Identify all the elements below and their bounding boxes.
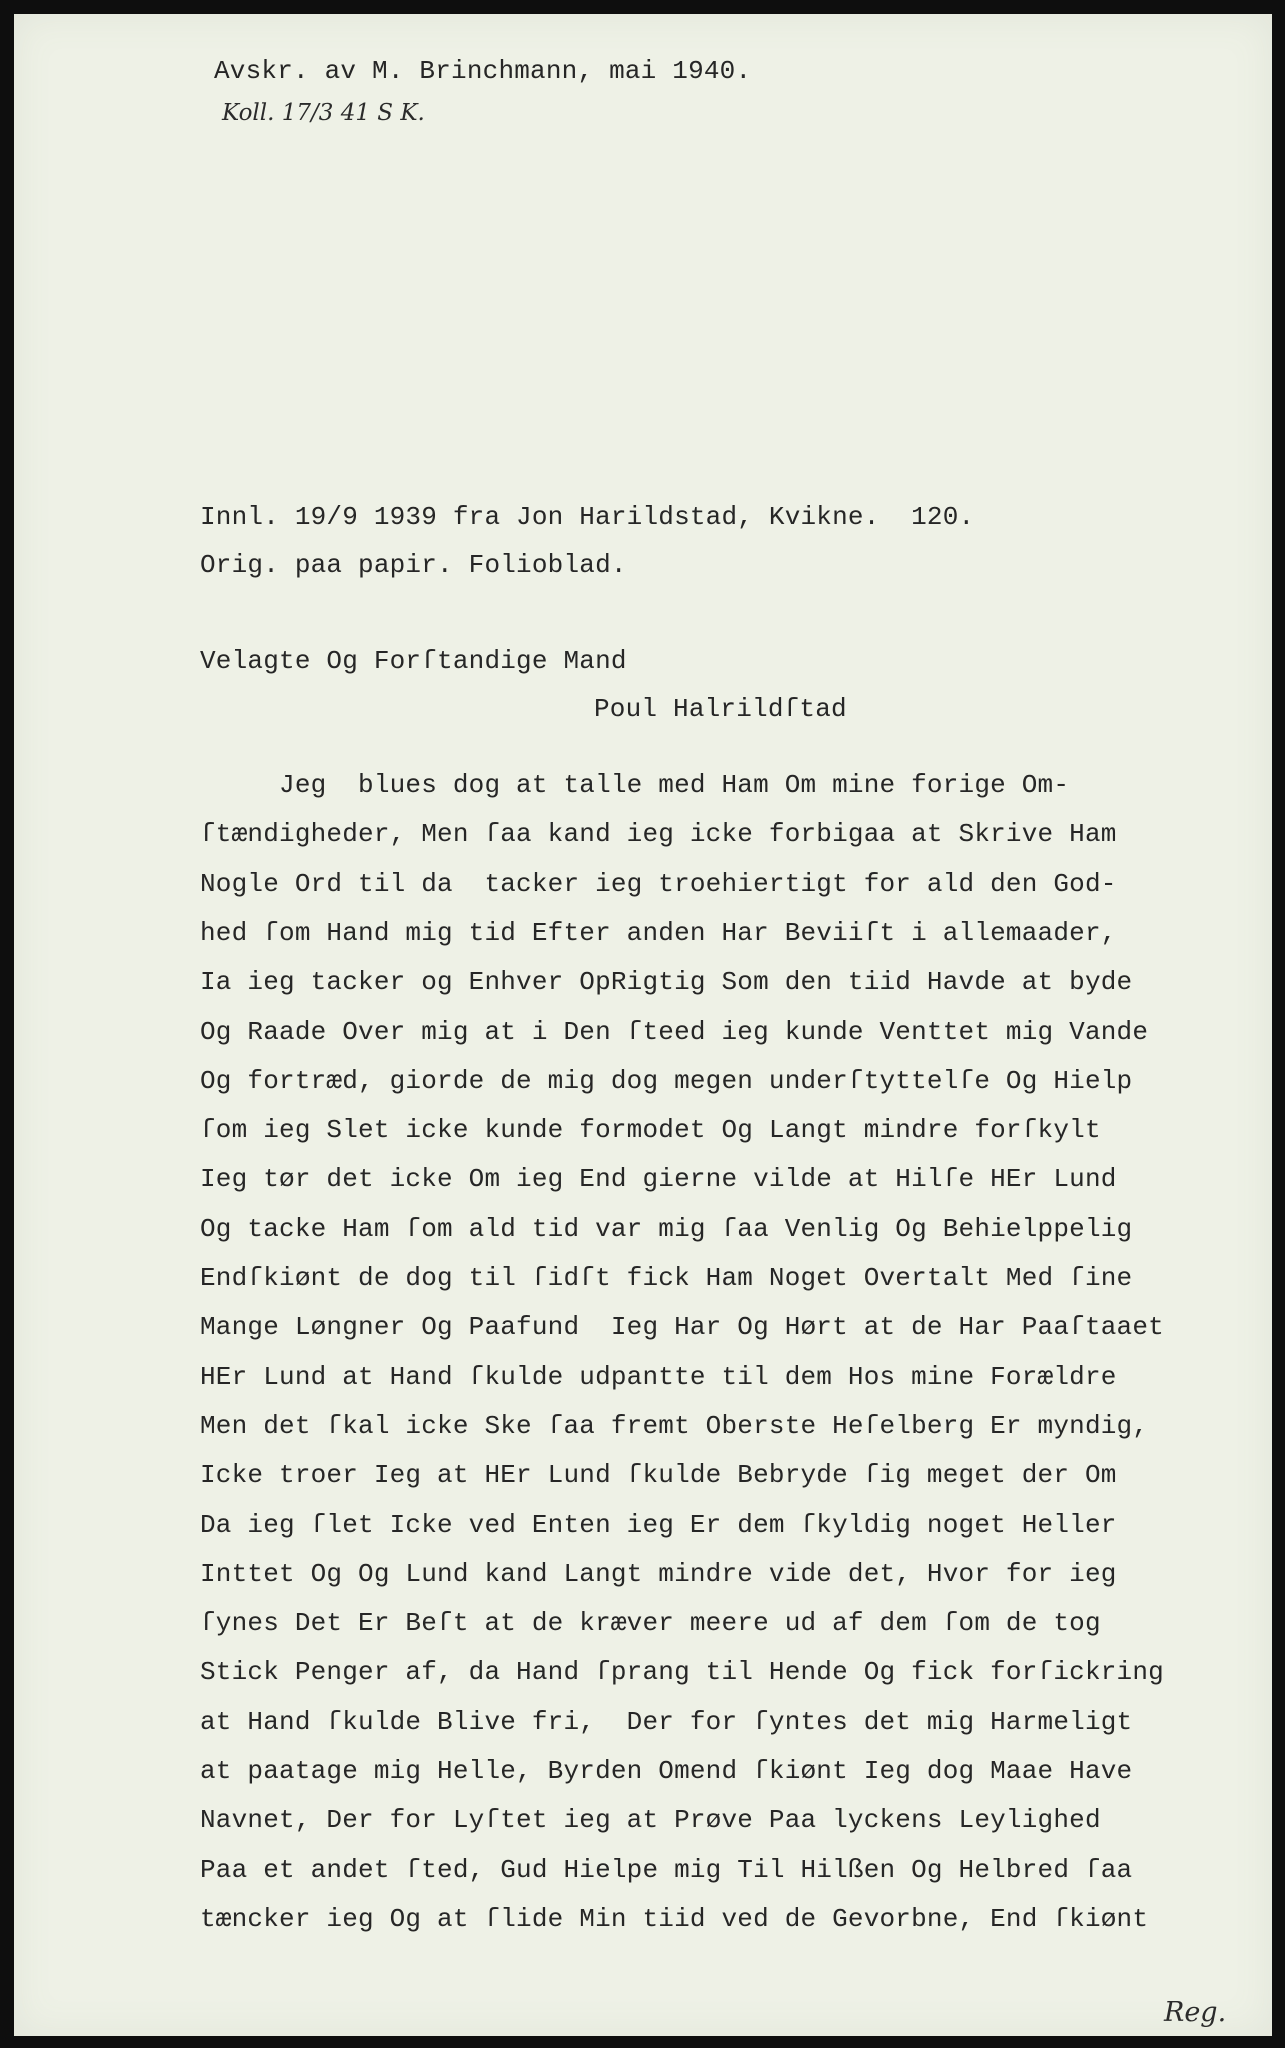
- letter-line: Inttet Og Og Lund kand Langt mindre vide det, Hvor for ieg: [200, 1559, 1117, 1589]
- letter-line: Ieg tør det icke Om ieg End gierne vilde at Hilſe HEr Lund: [200, 1164, 1117, 1194]
- letter-line: Nogle Ord til da tacker ieg troehiertigt for ald den God-: [200, 869, 1117, 899]
- letter-line: ſynes Det Er Beſt at de kræver meere ud af dem ſom de tog: [200, 1608, 1101, 1638]
- margin-registration-note: Reg.: [1164, 1997, 1227, 2028]
- letter-line: HEr Lund at Hand ſkulde udpantte til dem Hos mine Forældre: [200, 1362, 1117, 1392]
- letter-line: ſtændigheder, Men ſaa kand ieg icke forbigaa at Skrive Ham: [200, 819, 1117, 849]
- letter-line: Da ieg ſlet Icke ved Enten ieg Er dem ſkyldig noget Heller: [200, 1510, 1117, 1540]
- record-line-2: Orig. paa papir. Folioblad.: [200, 550, 627, 580]
- transcription-note: Avskr. av M. Brinchmann, mai 1940.: [214, 56, 752, 86]
- handwritten-collation-note: Koll. 17/3 41 S K.: [222, 100, 425, 126]
- letter-line: Paa et andet ſted, Gud Hielpe mig Til Hilßen Og Helbred ſaa: [200, 1855, 1133, 1885]
- letter-line: hed ſom Hand mig tid Efter anden Har Beviiſt i allemaader,: [200, 918, 1117, 948]
- letter-line: Men det ſkal icke Ske ſaa fremt Oberste Heſelberg Er myndig,: [200, 1411, 1149, 1441]
- letter-body: [200, 772, 1260, 1952]
- document-page: [14, 14, 1272, 2036]
- letter-line: Og Raade Over mig at i Den ſteed ieg kunde Venttet mig Vande: [200, 1017, 1149, 1047]
- letter-line: Icke troer Ieg at HEr Lund ſkulde Bebryde ſig meget der Om: [200, 1460, 1117, 1490]
- letter-line: Jeg blues dog at talle med Ham Om mine forige Om-: [200, 770, 1070, 800]
- letter-line: at Hand ſkulde Blive fri, Der for ſyntes det mig Harmeligt: [200, 1707, 1133, 1737]
- letter-line: Stick Penger af, da Hand ſprang til Hende Og fick forſickring: [200, 1657, 1164, 1687]
- letter-line: Og tacke Ham ſom ald tid var mig ſaa Venlig Og Behielppelig: [200, 1214, 1133, 1244]
- letter-line: Mange Løngner Og Paafund Ieg Har Og Hørt at de Har Paaſtaaet: [200, 1312, 1164, 1342]
- letter-line: ſom ieg Slet icke kunde formodet Og Langt mindre forſkylt: [200, 1115, 1101, 1145]
- letter-line: Endſkiønt de dog til ſidſt fick Ham Noget Overtalt Med ſine: [200, 1263, 1133, 1293]
- letter-line: Og fortræd, giorde de mig dog megen underſtyttelſe Og Hielp: [200, 1066, 1133, 1096]
- letter-addressee: Poul Halrildſtad: [594, 694, 847, 724]
- letter-line: at paatage mig Helle, Byrden Omend ſkiønt Ieg dog Maae Have: [200, 1756, 1133, 1786]
- letter-salutation: Velagte Og Forſtandige Mand: [200, 646, 627, 676]
- record-line-1: Innl. 19/9 1939 fra Jon Harildstad, Kvikne. 120.: [200, 502, 975, 532]
- letter-line: Ia ieg tacker og Enhver OpRigtig Som den tiid Havde at byde: [200, 967, 1133, 997]
- letter-line: Navnet, Der for Lyſtet ieg at Prøve Paa lyckens Leylighed: [200, 1805, 1101, 1835]
- letter-line: tæncker ieg Og at ſlide Min tiid ved de Gevorbne, End ſkiønt: [200, 1904, 1149, 1934]
